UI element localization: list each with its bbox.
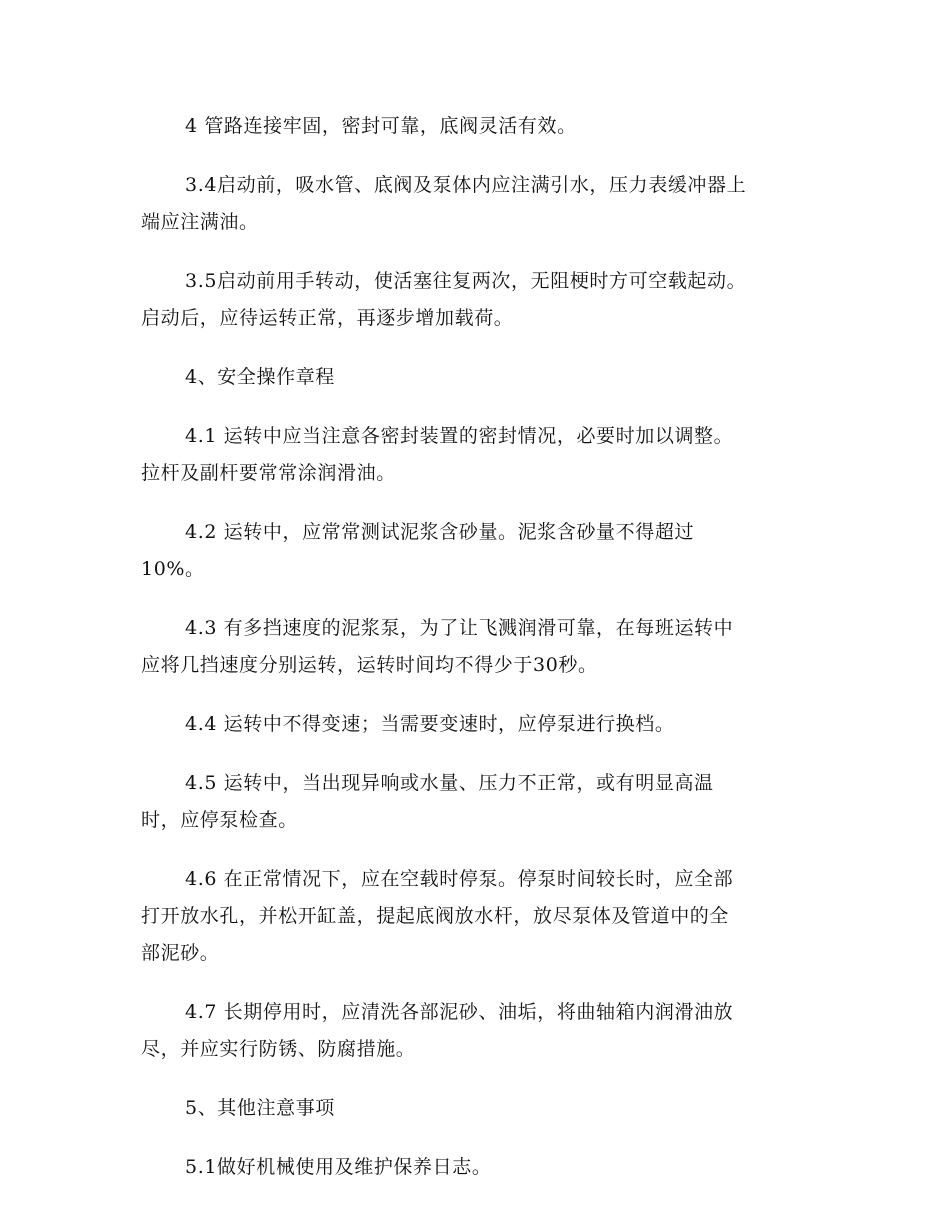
section-heading-4 — [141, 359, 811, 396]
section-heading-5 — [141, 1090, 811, 1127]
paragraph-3-4 — [141, 167, 811, 241]
paragraph-line: 部泥砂。 — [141, 942, 220, 964]
paragraph-4-3 — [141, 610, 811, 684]
paragraph-line: 4.7 长期停用时，应清洗各部泥砂、油垢，将曲轴箱内润滑油放 — [185, 1001, 734, 1023]
section-heading-text: 5、其他注意事项 — [185, 1097, 335, 1119]
paragraph-5-1 — [141, 1149, 811, 1186]
paragraph-4-7 — [141, 994, 811, 1068]
paragraph-line: 4.1 运转中应当注意各密封装置的密封情况，必要时加以调整。 — [185, 425, 734, 447]
paragraph-4-2 — [141, 514, 811, 588]
paragraph-4-5 — [141, 765, 811, 839]
paragraph-line: 尽，并应实行防锈、防腐措施。 — [141, 1038, 416, 1060]
paragraph-line: 4.3 有多挡速度的泥浆泵，为了让飞溅润滑可靠，在每班运转中 — [185, 617, 734, 639]
paragraph-line: 时，应停泵检查。 — [141, 809, 298, 831]
document-body — [141, 108, 811, 1208]
paragraph-line: 4.4 运转中不得变速；当需要变速时，应停泵进行换档。 — [185, 713, 675, 735]
paragraph-4-1 — [141, 418, 811, 492]
paragraph-line: 4.6 在正常情况下，应在空载时停泵。停泵时间较长时，应全部 — [185, 868, 734, 890]
paragraph-line: 应将几挡速度分别运转，运转时间均不得少于30秒。 — [141, 654, 598, 676]
paragraph-line: 10%。 — [141, 558, 205, 580]
paragraph-4-pipeline — [141, 108, 811, 145]
paragraph-4-6 — [141, 861, 811, 972]
paragraph-line: 3.4启动前，吸水管、底阀及泵体内应注满引水，压力表缓冲器上 — [185, 174, 747, 196]
paragraph-3-5 — [141, 263, 811, 337]
paragraph-line: 启动后，应待运转正常，再逐步增加载荷。 — [141, 307, 514, 329]
paragraph-line: 4.5 运转中，当出现异响或水量、压力不正常，或有明显高温 — [185, 772, 714, 794]
paragraph-line: 拉杆及副杆要常常涂润滑油。 — [141, 462, 396, 484]
paragraph-4-4 — [141, 706, 811, 743]
paragraph-line: 端应注满油。 — [141, 211, 259, 233]
paragraph-line: 4.2 运转中，应常常测试泥浆含砂量。泥浆含砂量不得超过 — [185, 521, 695, 543]
paragraph-line: 3.5启动前用手转动，使活塞往复两次，无阻梗时方可空载起动。 — [185, 270, 747, 292]
paragraph-line: 5.1做好机械使用及维护保养日志。 — [185, 1156, 492, 1178]
paragraph-line: 打开放水孔，并松开缸盖，提起底阀放水杆，放尽泵体及管道中的全 — [141, 905, 730, 927]
paragraph-line: 4 管路连接牢固，密封可靠，底阀灵活有效。 — [185, 115, 577, 137]
section-heading-text: 4、安全操作章程 — [185, 366, 335, 388]
